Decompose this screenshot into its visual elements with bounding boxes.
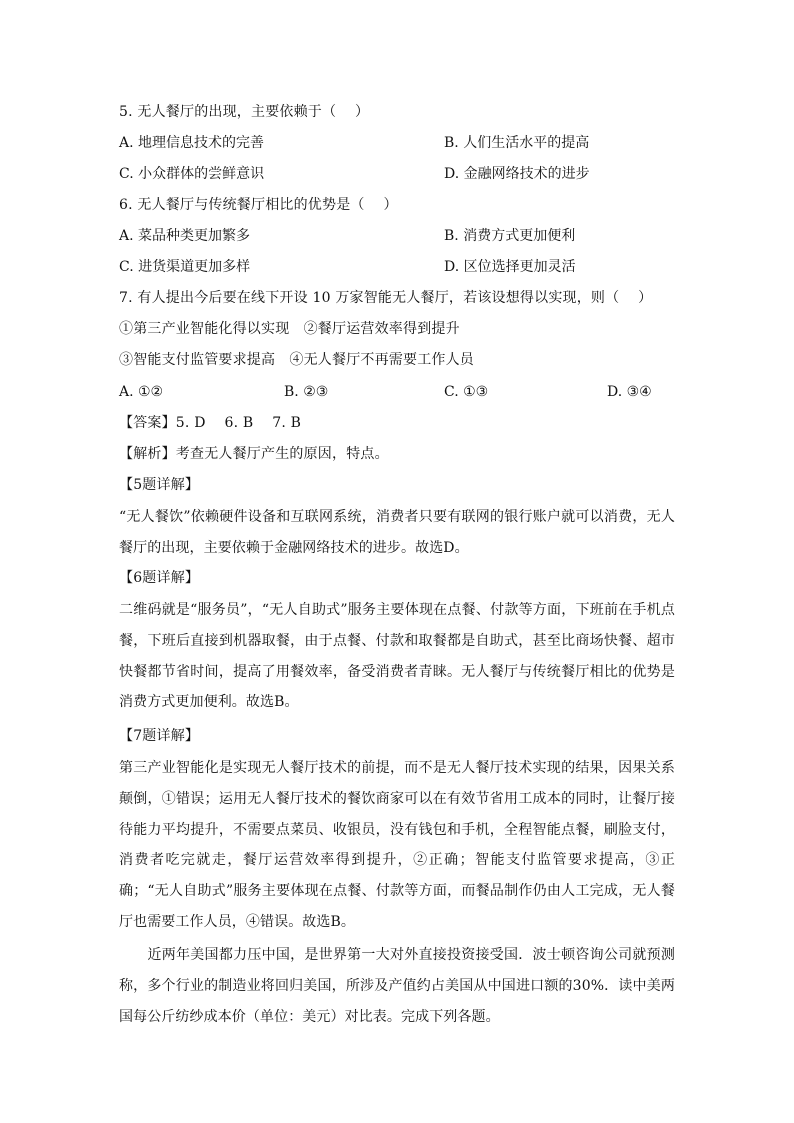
q6-option-d: D. 区位选择更加灵活 xyxy=(444,259,576,275)
q6-option-b: B. 消费方式更加便利 xyxy=(444,228,576,244)
q5-option-d: D. 金融网络技术的进步 xyxy=(444,166,590,182)
q7-option-d: D. ③④ xyxy=(607,384,652,400)
q7-option-a: A. ①② xyxy=(119,384,164,400)
q7-option-b: B. ②③ xyxy=(284,384,329,400)
q6-option-c: C. 进货渠道更加多样 xyxy=(119,259,251,275)
q6-stem: 6. 无人餐厅与传统餐厅相比的优势是（ ） xyxy=(119,197,398,213)
detail7-body: 第三产业智能化是实现无人餐厅技术的前提，而不是无人餐厅技术实现的结果，因果关系颠倒，①错误；运用无人餐厅技术的餐饮商家可以在有效节省用工成本的同时，让餐厅接待能力平均提升，不需要点菜员、收银员，没有钱包和手机，全程智能点餐，刷脸支付，消费者吃完就走，餐厅运营效率得到提升，②正确；智能支付监管要求提高，③正确；“无人自助式”服务主要体现在点餐、付款等方面，而餐品制作仍由人工完成，无人餐厅也需要工作人员，④错误。故选B。 xyxy=(119,760,675,930)
q6-option-a: A. 菜品种类更加繁多 xyxy=(119,228,251,244)
detail7-heading: 【7题详解】 xyxy=(119,728,200,744)
answer-line: 【答案】5. D 6. B 7. B xyxy=(119,415,302,431)
q5-option-b: B. 人们生活水平的提高 xyxy=(444,135,590,151)
analysis-line: 【解析】考查无人餐厅产生的原因，特点。 xyxy=(119,446,389,462)
q7-statements-line1: ①第三产业智能化得以实现 ②餐厅运营效率得到提升 xyxy=(119,321,460,337)
q7-option-c: C. ①③ xyxy=(444,384,489,400)
next-section-intro: 近两年美国都力压中国，是世界第一大对外直接投资接受国．波士顿咨询公司就预测称，多个行业的制造业将回归美国，所涉及产值约占美国从中国进口额的30%．读中美两国每公斤纺纱成本价（单位：美元）对比表。完成下列各题。 xyxy=(119,947,675,1025)
detail6-body: 二维码就是“服务员”，“无人自助式”服务主要体现在点餐、付款等方面，下班前在手机点餐，下班后直接到机器取餐，由于点餐、付款和取餐都是自助式，甚至比商场快餐、超市快餐都节省时间，提高了用餐效率，备受消费者青睐。无人餐厅与传统餐厅相比的优势是消费方式更加便利。故选B。 xyxy=(119,602,675,711)
q7-statements-line2: ③智能支付监管要求提高 ④无人餐厅不再需要工作人员 xyxy=(119,352,474,368)
detail5-body: “无人餐饮”依赖硬件设备和互联网系统，消费者只要有联网的银行账户就可以消费，无人餐厅的出现，主要依赖于金融网络技术的进步。故选D。 xyxy=(119,509,675,556)
q7-stem: 7. 有人提出今后要在线下开设 10 万家智能无人餐厅，若该设想得以实现，则（ ） xyxy=(119,290,653,306)
q5-option-a: A. 地理信息技术的完善 xyxy=(119,135,265,151)
q5-stem: 5. 无人餐厅的出现，主要依赖于（ ） xyxy=(119,104,370,120)
detail5-heading: 【5题详解】 xyxy=(119,477,200,493)
detail6-heading: 【6题详解】 xyxy=(119,570,200,586)
q5-option-c: C. 小众群体的尝鲜意识 xyxy=(119,166,265,182)
